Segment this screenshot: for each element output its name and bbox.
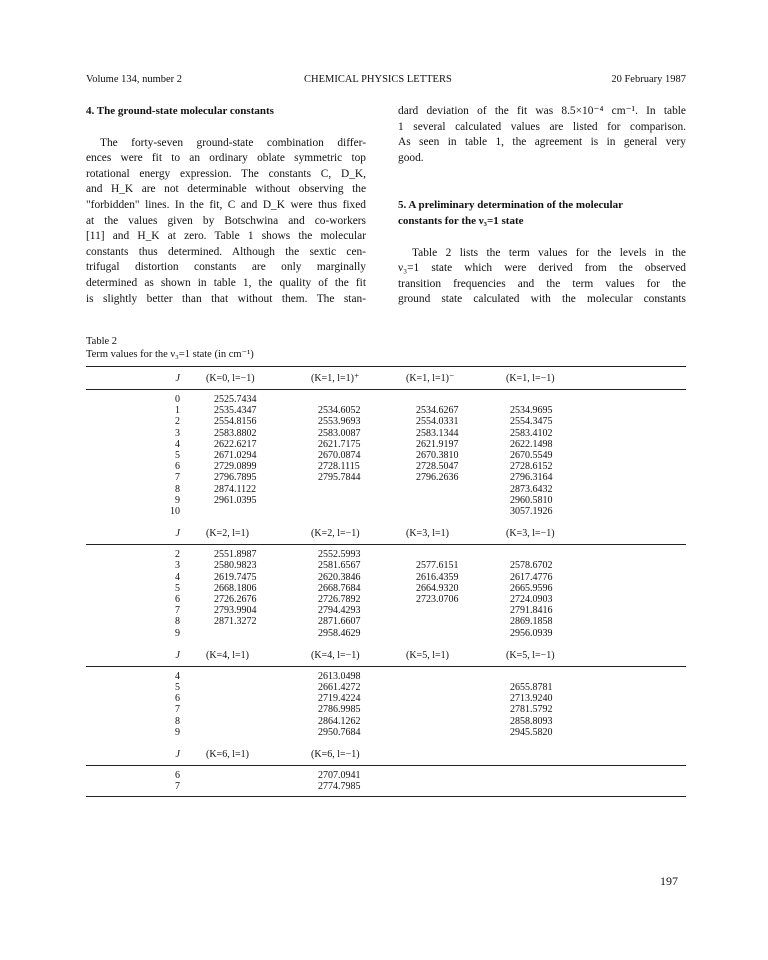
text-line: [11] and H_K at zero. Table 1 shows the molecular [86, 230, 366, 243]
term-value: 2871.3272 [214, 616, 257, 628]
j-value: 1 [175, 405, 180, 417]
j-value: 8 [175, 483, 180, 495]
text-line: and H_K are not determinable without observing the [86, 183, 366, 196]
term-value: 2583.0087 [318, 427, 361, 439]
j-value: 4 [175, 670, 180, 682]
journal-title: CHEMICAL PHYSICS LETTERS [304, 74, 452, 85]
text-line: at the values given by Botschwina and co-workers [86, 214, 366, 227]
j-value: 5 [175, 582, 180, 594]
j-value: 7 [175, 605, 180, 617]
j-value: 0 [175, 394, 180, 405]
term-value: 3057.1926 [510, 506, 553, 517]
text-line: dard deviation of the fit was 8.5×10⁻⁴ cm⁻¹. In table [398, 105, 686, 117]
term-value: 2723.0706 [416, 594, 459, 605]
j-value: 10 [170, 506, 180, 517]
term-value: 2577.6151 [416, 560, 459, 572]
term-value: 2950.7684 [318, 726, 361, 738]
text-line: rotational energy expression. The constants C, D_K, [86, 167, 366, 180]
term-value: 2580.9823 [214, 560, 257, 572]
table-rule [86, 796, 686, 797]
term-value: 2670.5549 [510, 450, 553, 461]
term-value: 2796.7895 [214, 472, 257, 484]
term-value: 2525.7434 [214, 394, 257, 405]
term-value: 2728.5047 [416, 461, 459, 473]
term-value: 2668.1806 [214, 582, 257, 594]
term-value: 2958.4629 [318, 627, 361, 639]
term-value: 2796.2636 [416, 472, 459, 484]
left-paragraph [86, 136, 366, 308]
column-header: (K=5, l=1) [406, 649, 449, 661]
term-value: 2581.6567 [318, 560, 361, 572]
term-value: 2961.0395 [214, 494, 257, 506]
j-value: 7 [175, 781, 180, 793]
term-value: 2621.9197 [416, 438, 459, 450]
term-value: 2713.9240 [510, 693, 553, 705]
column-header: (K=4, l=1) [206, 649, 249, 661]
term-value: 2534.9695 [510, 405, 553, 417]
term-value: 2620.3846 [318, 571, 361, 583]
column-header: (K=1, l=1)⁺ [311, 373, 360, 384]
text-line: determined as shown in table 1, the quality of the fit [86, 276, 366, 289]
term-value: 2665.9596 [510, 582, 553, 594]
term-value: 2552.5993 [318, 549, 361, 561]
term-value: 2619.7475 [214, 571, 257, 583]
right-paragraph-top [398, 104, 686, 166]
term-value: 2719.4224 [318, 693, 361, 705]
j-value: 5 [175, 682, 180, 693]
term-value: 2553.9693 [318, 416, 361, 428]
term-value: 2707.0941 [318, 770, 361, 781]
j-value: 8 [175, 616, 180, 628]
term-value: 2551.8987 [214, 549, 257, 561]
term-value: 2796.3164 [510, 472, 553, 484]
term-value: 2622.6217 [214, 438, 257, 450]
term-value: 2664.9320 [416, 582, 459, 594]
column-header-j: J [175, 749, 180, 760]
table-title: Term values for the ν₃=1 state (in cm⁻¹) [86, 349, 254, 360]
term-value: 2554.8156 [214, 416, 257, 428]
j-value: 4 [175, 571, 180, 583]
section-heading-5-line1: 5. A preliminary determination of the molecular [398, 199, 623, 212]
column-header: (K=5, l=−1) [506, 649, 555, 661]
j-value: 2 [175, 549, 180, 561]
text-line: ground state calculated with the molecular constants [398, 293, 686, 306]
term-value: 2781.5792 [510, 704, 553, 716]
table-rule [86, 765, 686, 766]
column-header: (K=2, l=1) [206, 528, 249, 540]
column-header: (K=1, l=−1) [506, 373, 555, 384]
term-value: 2729.0899 [214, 461, 257, 473]
term-value: 2583.8802 [214, 427, 257, 439]
j-value: 9 [175, 726, 180, 738]
term-value: 2621.7175 [318, 438, 361, 450]
term-value: 2661.4272 [318, 682, 361, 693]
column-header-j: J [175, 528, 180, 540]
term-value: 2858.8093 [510, 715, 553, 727]
term-value: 2535.4347 [214, 405, 257, 417]
text-line: transition frequencies and the term values for the [398, 277, 686, 290]
column-header: (K=2, l=−1) [311, 528, 360, 540]
text-line: "forbidden" lines. In the fit, C and D_K were thus fixed [86, 198, 366, 211]
term-value: 2864.1262 [318, 715, 361, 727]
table-caption [86, 335, 486, 361]
term-value: 2726.2676 [214, 594, 257, 605]
term-value: 2554.0331 [416, 416, 459, 428]
text-line: The forty-seven ground-state combination differ- [100, 136, 366, 149]
column-header: (K=4, l=−1) [311, 649, 360, 661]
term-value: 2534.6267 [416, 405, 459, 417]
j-value: 7 [175, 704, 180, 716]
table-rule [86, 666, 686, 667]
term-value: 2794.4293 [318, 605, 361, 617]
term-value: 2616.4359 [416, 571, 459, 583]
term-value: 2583.4102 [510, 427, 553, 439]
text-line: constants thus determined. Although the sextic cen- [86, 245, 366, 258]
j-value: 3 [175, 560, 180, 572]
term-value: 2534.6052 [318, 405, 361, 417]
term-value: 2728.1115 [318, 461, 360, 473]
text-line: ν₃=1 state which were derived from the observed [398, 262, 686, 275]
term-value: 2960.5810 [510, 494, 553, 506]
term-value: 2728.6152 [510, 461, 553, 473]
term-value: 2786.9985 [318, 704, 361, 716]
term-value: 2554.3475 [510, 416, 553, 428]
term-value: 2622.1498 [510, 438, 553, 450]
j-value: 6 [175, 461, 180, 473]
text-line: ences were fit to an ordinary oblate symmetric top [86, 152, 366, 165]
column-header: (K=3, l=−1) [506, 528, 555, 540]
text-line: As seen in table 1, the agreement is in general very [398, 136, 686, 149]
j-value: 3 [175, 427, 180, 439]
column-header: (K=6, l=−1) [311, 749, 360, 760]
term-value: 2671.0294 [214, 450, 257, 461]
text-line: 1 several calculated values are listed for comparison. [398, 120, 686, 133]
section-heading-5-line2: constants for the ν₃=1 state [398, 214, 524, 227]
section-heading-4: 4. The ground-state molecular constants [86, 105, 274, 117]
table-rule [86, 544, 686, 545]
column-header-j: J [175, 649, 180, 661]
column-header: (K=3, l=1) [406, 528, 449, 540]
left-column [86, 104, 366, 307]
page-number: 197 [660, 874, 678, 888]
j-value: 4 [175, 438, 180, 450]
term-value: 2793.9904 [214, 605, 257, 617]
issue-date: 20 February 1987 [611, 74, 686, 85]
j-value: 7 [175, 472, 180, 484]
table-rule [86, 366, 686, 367]
column-header: (K=1, l=1)⁻ [406, 373, 455, 384]
j-value: 6 [175, 693, 180, 705]
text-line: Table 2 lists the term values for the levels in the [412, 246, 686, 259]
text-line: is slightly better than that without them. The stan- [86, 292, 366, 305]
j-value: 5 [175, 450, 180, 461]
term-value: 2726.7892 [318, 594, 361, 605]
term-value: 2578.6702 [510, 560, 553, 572]
j-value: 8 [175, 715, 180, 727]
j-value: 9 [175, 494, 180, 506]
term-value: 2655.8781 [510, 682, 553, 693]
term-value: 2617.4776 [510, 571, 553, 583]
right-paragraph-bottom [398, 246, 686, 308]
term-value: 2869.1858 [510, 616, 553, 628]
j-value: 2 [175, 416, 180, 428]
text-line: trifugal distortion constants are only marginally [86, 261, 366, 274]
term-value: 2874.1122 [214, 483, 257, 495]
term-value: 2583.1344 [416, 427, 459, 439]
term-value: 2791.8416 [510, 605, 553, 617]
term-value: 2956.0939 [510, 627, 553, 639]
term-value: 2670.0874 [318, 450, 361, 461]
running-header [86, 74, 686, 88]
term-value: 2871.6607 [318, 616, 361, 628]
j-value: 6 [175, 770, 180, 781]
column-header: (K=6, l=1) [206, 749, 249, 760]
table-rule [86, 389, 686, 390]
term-value: 2873.6432 [510, 483, 553, 495]
term-value: 2613.0498 [318, 670, 361, 682]
volume-label: Volume 134, number 2 [86, 74, 183, 85]
term-value: 2774.7985 [318, 781, 361, 793]
column-header-j: J [175, 373, 180, 384]
j-value: 6 [175, 594, 180, 605]
text-line: good. [398, 151, 424, 164]
table-label: Table 2 [86, 336, 118, 347]
term-value: 2668.7684 [318, 582, 361, 594]
term-value: 2795.7844 [318, 472, 361, 484]
term-value: 2945.5820 [510, 726, 553, 738]
column-header: (K=0, l=−1) [206, 373, 255, 384]
j-value: 9 [175, 627, 180, 639]
term-value: 2670.3810 [416, 450, 459, 461]
term-value: 2724.0903 [510, 594, 553, 605]
right-column [398, 104, 686, 308]
